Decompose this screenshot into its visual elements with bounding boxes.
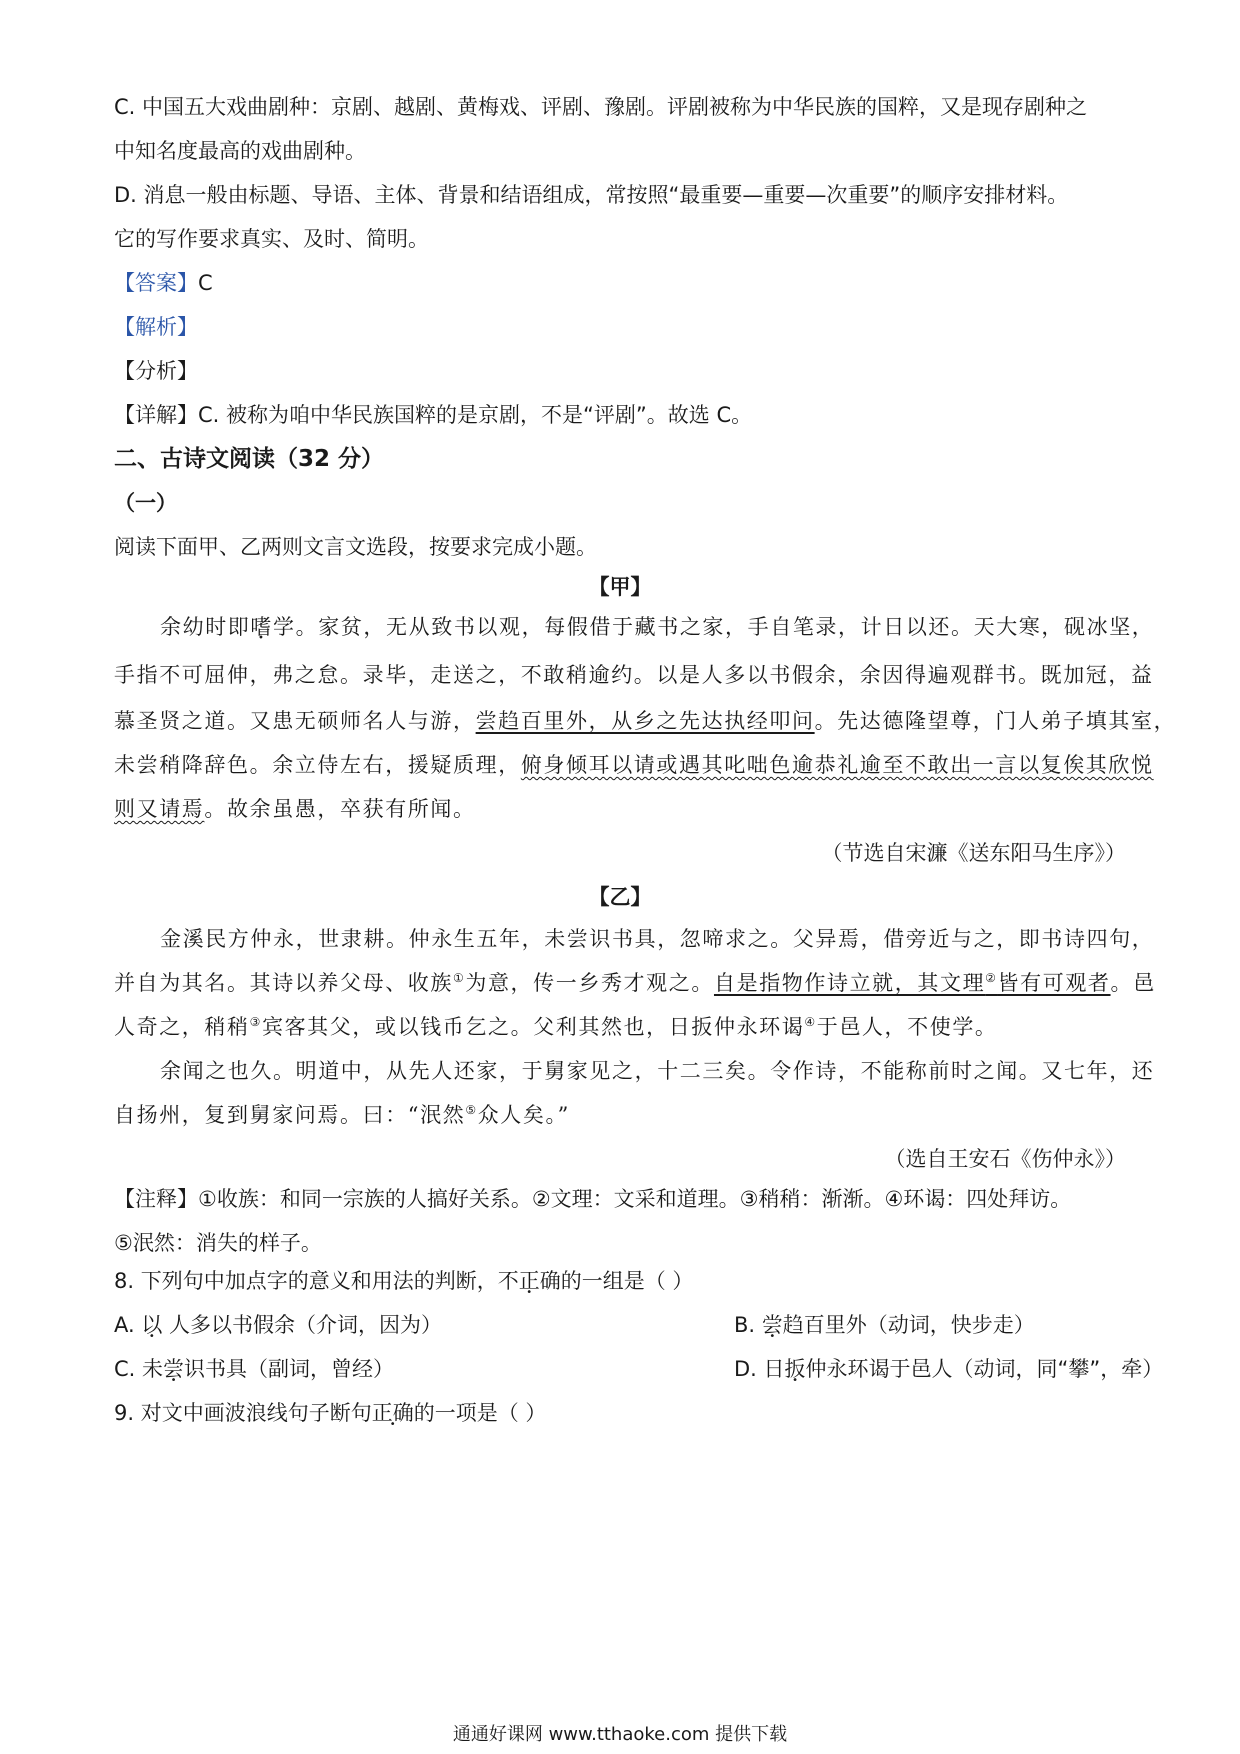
answer-label: 【答案】 xyxy=(114,271,198,295)
jia-line3-text-a: 慕圣贤之道。又患无硕师名人与游， xyxy=(114,709,476,733)
answer-value: C xyxy=(198,271,213,295)
jia-line3 xyxy=(114,706,1177,736)
jia-line1-text-b: 学。家贫，无从致书以观，每假借于藏书之家，手自笔录，计日以还。天大寒，砚冰坚， xyxy=(273,615,1155,639)
option-c-line1: C. 中国五大戏曲剧种：京剧、越剧、黄梅戏、评剧、豫剧。评剧被称为中华民族的国粹，又是现存剧种之 xyxy=(114,95,1088,119)
q8-option-text: B. xyxy=(734,1313,762,1337)
jia-line5-text: 。故余虽愚，卒获有所闻。 xyxy=(204,797,476,821)
xiangjie-label: 【详解】 xyxy=(114,403,198,427)
yi-text: 为意，传一乡秀才观之。 xyxy=(465,971,714,995)
question-8-row2 xyxy=(114,1354,1164,1384)
question-8-row1 xyxy=(114,1310,1126,1340)
dotted-char: 尝 xyxy=(761,1313,783,1337)
q8-option-text: 识书具（副词，曾经） xyxy=(184,1357,395,1381)
yi-p1-line1: 金溪民方仲永，世隶耕。仲永生五年，未尝识书具，忽啼求之。父异焉，借旁近与之，即书诗四句， xyxy=(160,927,1155,951)
dotted-char: 以 xyxy=(141,1313,163,1337)
yi-p1-line3 xyxy=(114,1012,1126,1042)
section-title: 二、古诗文阅读（32 分） xyxy=(114,446,385,472)
q8-option-text: 人多以书假余（介词，因为） xyxy=(162,1313,443,1337)
option-c-line2: 中知名度最高的戏曲剧种。 xyxy=(114,139,366,163)
option-d-line1: D. 消息一般由标题、导语、主体、背景和结语组成，常按照“最重要—重要—次重要”的顺序安排材料。 xyxy=(114,183,1069,207)
jia-line1-text-a: 余幼时即 xyxy=(160,615,251,639)
jia-line3-text-b: 。先达德隆望尊，门人弟子填其室， xyxy=(814,709,1177,733)
yi-source: （选自王安石《伤仲永》） xyxy=(884,1147,1126,1171)
yi-p2-line2 xyxy=(114,1100,1126,1130)
dotted-char: 扳 xyxy=(784,1357,806,1381)
q8-option-text: 仲永环谒于邑人（动词，同“攀”，牵） xyxy=(805,1357,1164,1381)
yi-text: 于邑人，不使学。 xyxy=(816,1015,998,1039)
notes-line2: ⑤泯然：消失的样子。 xyxy=(114,1231,322,1255)
footnote-marker: ⑤ xyxy=(465,1103,478,1117)
underlined-sentence: 尝趋百里外，从乡之先达执经叩问 xyxy=(475,709,815,733)
q8-option-text: C. 未 xyxy=(114,1357,164,1381)
yi-text: 并自为其名。其诗以养父母、收族 xyxy=(114,971,453,995)
jia-line1 xyxy=(160,612,1155,642)
dotted-emphasis: 正确 xyxy=(371,1401,414,1425)
yi-text: 自扬州，复到舅家问焉。曰：“泯然 xyxy=(114,1103,466,1127)
jia-heading: 【甲】 xyxy=(588,575,652,599)
section-instruction: 阅读下面甲、乙两则文言文选段，按要求完成小题。 xyxy=(114,535,597,559)
yi-underlined-text: 自是指物作诗立就，其文理 xyxy=(713,971,986,995)
wavy-underlined-sentence: 俯身倾耳以请或遇其叱咄色逾恭礼逾至不敢出一言以复俟其欣悦 xyxy=(520,753,1154,777)
wavy-underlined-sentence-end: 则又请焉 xyxy=(114,797,205,821)
answer-line xyxy=(114,268,1126,298)
yi-p1-line2 xyxy=(114,968,1156,998)
q9-stem-text: 9. 对文中画波浪线句子断句 xyxy=(114,1401,372,1425)
q8-option-text: D. 日 xyxy=(734,1357,785,1381)
question-9-stem xyxy=(114,1398,1126,1428)
xiangjie-text: C. 被称为咱中华民族国粹的是京剧，不是“评剧”。故选 C。 xyxy=(198,403,753,427)
yi-text: 人奇之，稍稍 xyxy=(114,1015,250,1039)
q8-option-text: A. xyxy=(114,1313,142,1337)
yi-underlined-text: 皆有可观者 xyxy=(997,971,1111,995)
q8-option-a xyxy=(114,1313,442,1337)
footnote-marker: ③ xyxy=(249,1015,262,1029)
section-subtitle: （一） xyxy=(114,491,177,515)
yi-text: 。邑 xyxy=(1110,971,1156,995)
option-d-line2: 它的写作要求真实、及时、简明。 xyxy=(114,227,429,251)
yi-text: 宾客其父，或以钱币乞之。父利其然也，日扳仲永环谒 xyxy=(261,1015,805,1039)
footnote-marker: ② xyxy=(985,971,998,985)
footnote-marker: ④ xyxy=(804,1015,817,1029)
jia-source: （节选自宋濂《送东阳马生序》） xyxy=(821,841,1126,865)
page-footer: 通通好课网 www.tthaoke.com 提供下载 xyxy=(452,1724,788,1745)
underlined-sentence xyxy=(714,971,1111,995)
footnote-marker: ① xyxy=(453,971,466,985)
dotted-char: 嗜 xyxy=(250,615,274,639)
q8-option-b xyxy=(734,1310,1035,1340)
q8-stem-text: 8. 下列句中加点字的意义和用法的判断， xyxy=(114,1269,498,1293)
dotted-emphasis: 不正确 xyxy=(497,1269,561,1293)
notes-line1: 【注释】①收族：和同一宗族的人搞好关系。②文理：文采和道理。③稍稍：渐渐。④环谒：四处拜访。 xyxy=(114,1187,1072,1211)
q9-stem-text: 的一项是（ ） xyxy=(413,1401,547,1425)
q8-option-text: 趋百里外（动词，快步走） xyxy=(782,1313,1035,1337)
question-8-stem xyxy=(114,1266,1126,1296)
jia-line4-text-a: 未尝稍降辞色。余立侍左右，援疑质理， xyxy=(114,753,521,777)
q8-option-c xyxy=(114,1357,394,1381)
jia-line4 xyxy=(114,750,1154,780)
dotted-char: 尝 xyxy=(163,1357,185,1381)
jia-line5 xyxy=(114,794,1126,824)
yi-heading: 【乙】 xyxy=(588,885,652,909)
xiangjie-line xyxy=(114,400,1126,430)
yi-p2-line1: 余闻之也久。明道中，从先人还家，于舅家见之，十二三矣。令作诗，不能称前时之闻。又七年，还 xyxy=(160,1059,1155,1083)
yi-text: 众人矣。” xyxy=(477,1103,570,1127)
q8-stem-text: 的一组是（ ） xyxy=(560,1269,694,1293)
jia-line2: 手指不可屈伸，弗之怠。录毕，走送之，不敢稍逾约。以是人多以书假余，余因得遍观群书。既加冠，益 xyxy=(114,663,1154,687)
q8-option-d xyxy=(734,1354,1163,1384)
analysis-label: 【解析】 xyxy=(114,315,198,339)
fenxi-label: 【分析】 xyxy=(114,359,198,383)
